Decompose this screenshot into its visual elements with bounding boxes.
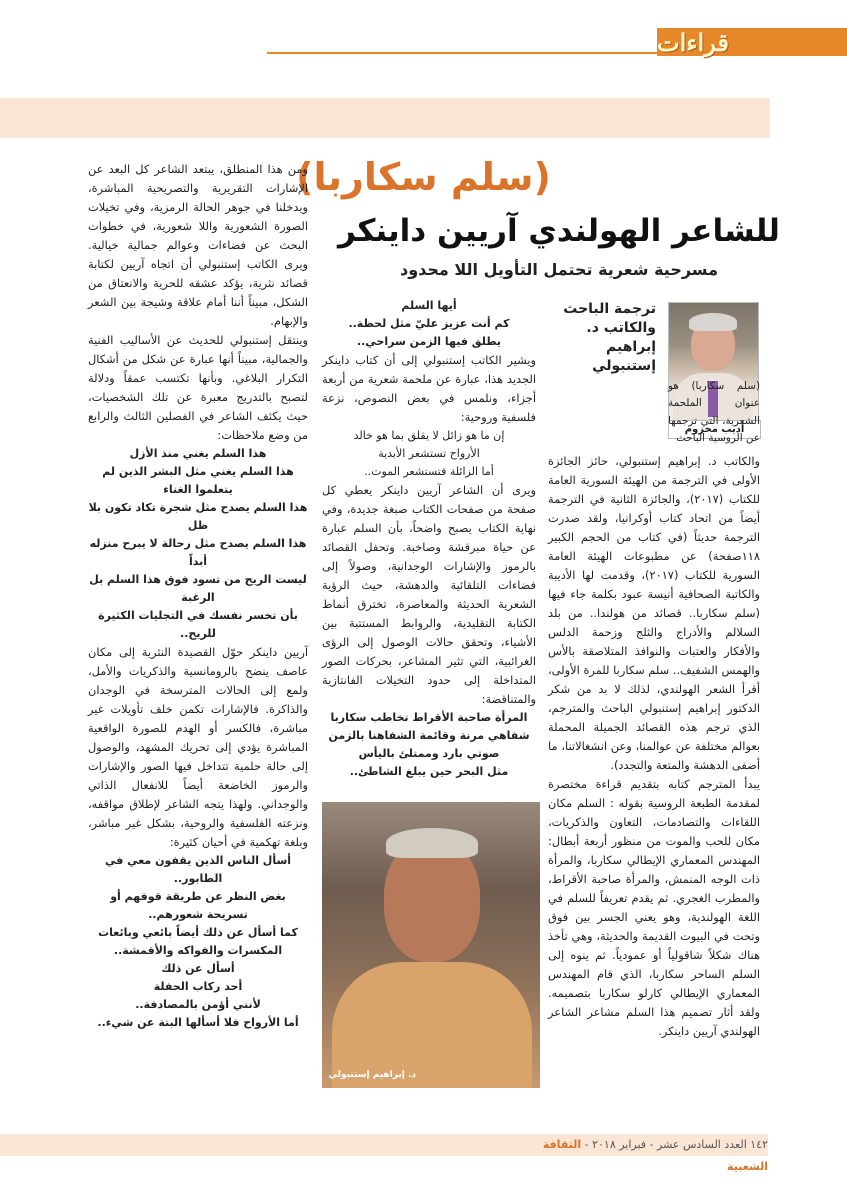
paragraph: ويرى أن الشاعر آريين داينكر يعطي كل صفحة من صفحات الكتاب صبغة جديدة، وفي نهاية الكتاب يصبح واضحاً، بأن السلم عبارة عن حياة مبرقشة وصاخبة. وتحفل القصائد بالرموز والإشارات الوجدانية، وصولاً إلى فضاءات التلقائية والدهشة، حيث الرؤية الشعرية الحديثة والمعاصرة، تخترق أنماط الكتابة التقليدية، والروابط المستتبة بين الأشياء، وتحقق حالات الوصول إلى الرؤى الغرائبية، التي تثير المشاعر، بحركات الصور المتداخلة إلى حدود التخيلات الفانتازية والمتناقضة: [322, 483, 536, 706]
verse-line: هذا السلم يصدح مثل رحالة لا يبرح منزله أبداً [89, 537, 307, 568]
column-right [548, 452, 760, 1041]
verse-line: هذا السلم يصدح مثل شجرة تكاد تكون بلا ظل [88, 501, 308, 532]
header-band [0, 98, 770, 138]
page-number: ١٤٢ [750, 1138, 768, 1151]
column-left [88, 160, 308, 1032]
section-title: قراءات [657, 27, 729, 57]
issue-info: العدد السادس عشر - فبراير ٢٠١٨ - [584, 1138, 747, 1151]
paragraph: آريين داينكر حوّل القصيدة النثرية إلى مكان عاصف ينضح بالرومانسية والذكريات والأمل، ولمع إلى الحالات المترسخة في الوجدان والذاكرة. فالإشارات تكمن خلف تأويلات غير مباشرة، فالكسر أو الهدم للصورة الواقعية المباشرة يؤدي إلى تحريك المشهد، والوصول إلى حالة حلمية تتداخل فيها الصور والإشارات والرموز الخاضعة أيضاً للانفعال الذاتي والوجداني. ولهذا يتجه الشاعر لإطلاق مواقفه، ونزعته الفلسفية والروحية، بشكل غير مباشر، وبلغة تهكمية في أحيان كثيرة: [88, 645, 308, 849]
verse-line: أما الأرواح فلا أسألها البتة عن شيء.. [97, 1016, 299, 1029]
article-subtitle: للشاعر الهولندي آريين داينكر [338, 213, 780, 249]
verse-line: إن ما هو زائل لا يقلق بما هو خالد [353, 429, 505, 442]
verse-line: بأن تخسر نفسك في التجليات الكثيرة للريح.. [98, 609, 298, 640]
verse-line: هذا السلم يغني منذ الأزل [129, 447, 267, 460]
paragraph: والكاتب د. إبراهيم إستنبولي، حائز الجائزة الأولى في الترجمة من الهيئة السورية العامة للكتاب (٢٠١٧)، والجائزة الثانية في الترجمة أيضاً من اتحاد كتاب أوكرانيا، ولقد صدرت الترجمة حديثاً (في كتاب من الحجم الكبير ١١٨صفحة) عن مطبوعات الهيئة العامة السورية للكتاب (٢٠١٧)، وقدمت لها الأديبة والكاتبة الصحافية أنيسة عبود بكلمة جاء فيها (سلم سكاربا.. قصائد من هولندا.. من بلد السلالم والأدراج والثلج وزحمة الدلس والأفكار والعتبات والنوافذ المتلاصقة بالأس والهمس الشفيف.. سلم سكاربا للمرة الأولى، أقرأ الشعر الهولندي، لذلك لا بد من شكر الدكتور إبراهيم إستنبولي الباحث والمترجم، الذي ترجم هذه القصائد الجميلة المحملة بعوالم مختلفة عن عوالمنا، وعن انشغالاتنا، ما أضفى الدهشة والمتعة والتجدد). [548, 454, 760, 772]
translator-photo [322, 802, 540, 1088]
article-title: (سلم سكاربا) [296, 155, 551, 199]
verse-line: مثل البحر حين يبلغ الشاطئ.. [349, 765, 509, 778]
verse-line: يطلق فيها الزمن سراحي.. [356, 335, 502, 348]
verse-line: أسأل الناس الذين يقفون معي في الطابور.. [104, 854, 292, 885]
verse-line: أما الزائلة فتستشعر الموت.. [364, 465, 494, 478]
paragraph: ويشير الكاتب إستنبولي إلى أن كتاب داينكر الجديد هذا، عبارة عن ملحمة شعرية من أربعة أجزاء، ونلمس في بعض النصوص، نزعة فلسفية وروحية: [322, 353, 536, 424]
verse-line: بغض النظر عن طريقة قوفهم أو تسريحة شعورهم.. [110, 890, 286, 921]
verse-line: كما أسأل عن ذلك أيضاً بائعي وبائعات المكسرات والفواكه والأقمشة.. [98, 926, 298, 957]
verse-line: المرأة صاحبة الأقراط تخاطب سكاربا [330, 711, 528, 724]
section-tab [657, 28, 847, 56]
article-tagline: مسرحية شعرية تحتمل التأويل اللا محدود [399, 260, 718, 279]
author-caption: أديب مخزوم [668, 420, 761, 439]
verse-line: هذا السلم يغني مثل البشر الذين لم يتعلموا الغناء [102, 465, 294, 496]
paragraph: يبدأ المترجم كتابه بتقديم قراءة مختصرة لمقدمة الطبعة الروسية بقوله : السلم مكان اللقاءات والتصادمات، التعاون والذكريات، مكان للحب والموت من منظور أربعة أبطال: المهندس المعماري الإيطالي سكاربا، والمرأة ذات الوجه المنمش، والمرأة صاحبة الأقراط، والمطرب الغجري. ثم يقدم تعريفاً للسلم في اللغة الهولندية، وهو يعني الجسر بين فوق وتحت في البيوت القديمة والحديثة، وهي تأخذ هناك شكلاً شاقولياً أو عمودياً. ثم ينوه إلى السلم الساحر سكاربا، الذي قام المهندس المعماري الإيطالي كارلو سكاربا بتصميمه. ولقد أثار تصميم هذا السلم مشاعر الشاعر الهولندي آريين داينكر. [548, 777, 760, 1038]
verse-line: صوتي بارد وممتلئ باليأس [358, 747, 500, 760]
translator-credit: ترجمة الباحث والكاتب د. إبراهيم إستنبولي [563, 301, 656, 374]
magazine-logo: الثقافة الشعبية [542, 1138, 768, 1173]
verse-line: أسأل عن ذلك [161, 962, 235, 975]
column-middle [322, 297, 536, 781]
verse-line: كم أنت عزيز عليّ مثل لحظة.. [348, 317, 510, 330]
paragraph: ومن هذا المنطلق، يبتعد الشاعر كل البعد عن الإشارات التقريرية والتصريحية المباشرة، ويدخلنا في جوهر الحالة الرمزية، وفي تخيلات الصورة الشعورية واللا شعورية، في خطوات البحث عن فضاءات وعوالم جمالية خيالية. ويرى الكاتب إستنبولي أن اتجاه آريين لكتابة قصائد نثرية، يؤكد عشقه للحرية والانعتاق من الشكل، مبيناً أننا أمام علاقة وشيجة بين الشعر والإبهام. [88, 162, 308, 328]
translator-photo-caption: د. إبراهيم إستنبولي [328, 1070, 416, 1080]
paragraph: وينتقل إستنبولي للحديث عن الأساليب الفنية والجمالية، مبيناً أنها عبارة عن شكل من أشكال التكرار البلاغي. وبأنها تكتسب عمقاً ودلالة لتصبح بالتدريج معبرة عن تلك الشخصيات، حيث يكثف الشاعر في الفصلين الثالث والرابع من وضع ملاحظات: [88, 333, 308, 442]
column-right-intro: (سلم سكاربا) هو عنوان الملحمة الشعرية، التي ترجمها عن الروسية الباحث [668, 380, 760, 445]
verse-line: شفاهي مرنة وقائمة الشفاهنا بالزمن [328, 729, 530, 742]
verse-line: أيها السلم [401, 299, 457, 312]
footer [512, 1134, 768, 1173]
verse-line: لأنني أؤمن بالمصادفة.. [135, 998, 261, 1011]
verse-line: الأرواح تستشعر الأبدية [378, 447, 480, 460]
verse-line: أحد ركاب الحفلة [153, 980, 243, 993]
verse-line: ليست الريح من تسود فوق هذا السلم بل الرغبة [89, 573, 307, 604]
